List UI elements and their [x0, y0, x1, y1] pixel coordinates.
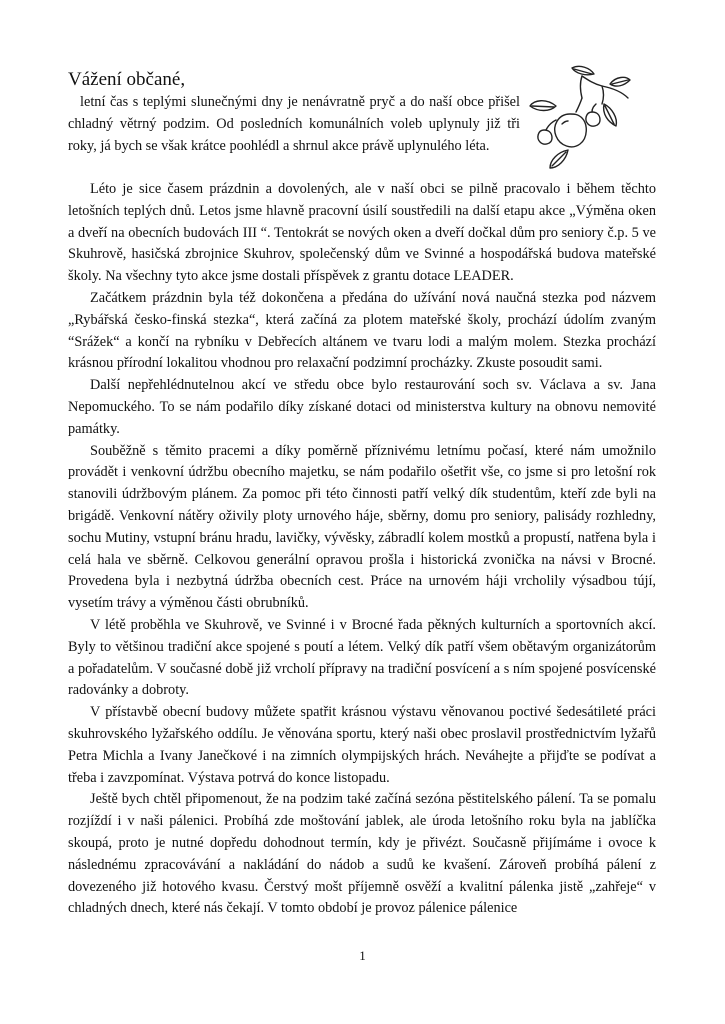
page-number: 1	[359, 948, 366, 963]
letter-body	[68, 179, 656, 920]
paragraph: Začátkem prázdnin byla též dokončena a předána do užívání nová naučná stezka pod názvem „Rybářská česko-finská stezka“, která začíná za plotem mateřské školy, prochází údolím zvaným “Srážek“ a končí na rybníku v Debřecích altánem ve tvaru lodi a malým molem. Stezka prochází krásnou přírodní lokalitou vhodnou pro relaxační podzimní procházky. Zkuste posoudit sami.	[68, 289, 656, 372]
letter-intro: letní čas s teplými slunečnými dny je nenávratně pryč a do naší obce přišel chladný větrný podzim. Od posledních komunálních voleb uplynuly již tři roky, já bych se však krátce poohlédl a shrnul akce právě uplynulého léta.	[68, 94, 520, 154]
letter-greeting: Vážení občané,	[68, 69, 186, 90]
paragraph: Ještě bych chtěl připomenout, že na podzim také začíná sezóna pěstitelského pálení. Ta se pomalu rozjíždí i v naši pálenici. Probíhá zde moštování jablek, ale úroda letošního roku byla na jablíčka skoupá, proto je nutné dopředu dohodnout termín, kdy je přivézt. Současně přijímáme i ovoce k následnému zpracovávání a nakládání do nádob a sudů ke kvašení. Zároveň probíhá pálení z dovezeného již hotového kvasu. Čerstvý mošt příjemně osvěží a kvalitní pálenka jistě „zahřeje“ v chladných dnech, které nás čekají. V tomto období je provoz pálenice pálenice	[68, 791, 656, 917]
paragraph: V přístavbě obecní budovy můžete spatřit krásnou výstavu věnovanou poctivé šedesátileté práci skuhrovského lyžařského oddílu. Je věnována sportu, který naši obec proslavil prostřednictvím lyžařů Petra Michla a Ivany Janečkové i na zimních olympijských hrách. Neváhejte a přijďte se podívat a třeba i zavzpomínat. Výstava potrvá do konce listopadu.	[68, 704, 656, 786]
paragraph: Souběžně s těmito pracemi a díky poměrně příznivému letnímu počasí, které nám umožnilo provádět i venkovní údržbu obecního majetku, se nám podařilo ošetřit vše, co jsme si pro letošní rok stanovili údržbovým plánem. Za pomoc při této činnosti patří velký dík studentům, kteří zde byli na brigádě. Venkovní nátěry oživily ploty urnového háje, sběrny, domu pro seniory, palisády rozhledny, sochu Mutiny, vstupní bránu hradu, lavičky, vývěsky, zábradlí kolem mostků a propustí, natřena byla i celá hala ve sběrně. Celkovou generální opravou prošla i historická zvonička na návsi v Brocné. Provedena byla i nezbytná údržba obecních cest. Práce na urnovém háji vrcholily výsadbou tújí, vysetím trávy a výměnou části obrubníků.	[68, 442, 656, 612]
paragraph: Léto je sice časem prázdnin a dovolených, ale v naší obci se pilně pracovalo i během těchto letošních teplých dnů. Letos jsme hlavně pracovní úsilí soustředili na další etapu akce „Výměna oken a dveří na obecních budovách III “. Tentokrát se nových oken a dveří dočkal dům pro seniory č.p. 5 ve Skuhrově, hasičská zbrojnice Skuhrov, společenský dům ve Svinné a hospodářská budova mateřské školy. Na všechny tyto akce jsme dostali příspěvek z grantu dotace LEADER.	[68, 181, 656, 285]
apple-branch-icon	[522, 62, 632, 172]
paragraph: V létě proběhla ve Skuhrově, ve Svinné i v Brocné řada pěkných kulturních a sportovních akcí. Byly to většinou tradiční akce spojené s poutí a létem. Velký dík patří všem obětavým organizátorům a pořadatelům. V současné době již vrcholí přípravy na tradiční posvícení a s ním spojené posvícenské radovánky a dobroty.	[68, 616, 656, 699]
paragraph: Další nepřehlédnutelnou akcí ve středu obce bylo restaurování soch sv. Václava a sv. Jana Nepomuckého. To se nám podařilo díky získané dotaci od ministerstva kultury na obnovu nemovité památky.	[68, 377, 656, 437]
